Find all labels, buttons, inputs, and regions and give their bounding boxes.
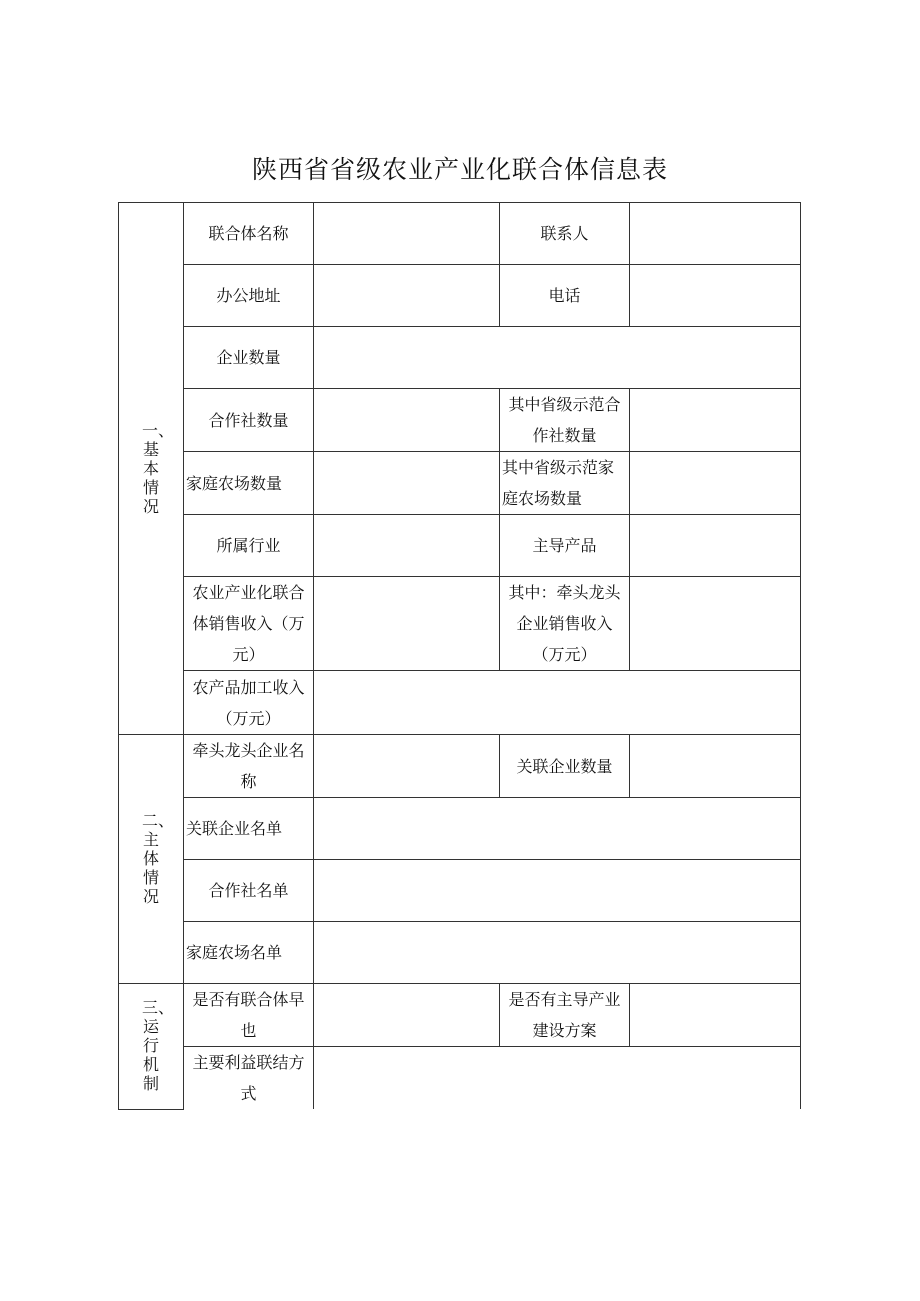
label-prov-demo-family-farm-count: 其中省级示范家庭农场数量 [500, 452, 630, 515]
field-has-industry-plan[interactable] [630, 984, 801, 1047]
label-office-address: 办公地址 [184, 265, 314, 327]
row-benefit-linkage [119, 1047, 801, 1110]
row-coop-list [119, 860, 801, 922]
row-processing-income [119, 671, 801, 735]
label-benefit-linkage: 主要利益联结方式 [184, 1047, 314, 1110]
row-sales [119, 577, 801, 671]
label-coop-list: 合作社名单 [184, 860, 314, 922]
label-leading-sales: 其中：牵头龙头企业销售收入（万元） [500, 577, 630, 671]
label-has-industry-plan: 是否有主导产业建设方案 [500, 984, 630, 1047]
field-related-enterprise-count[interactable] [630, 735, 801, 798]
field-consortium-name[interactable] [314, 203, 500, 265]
field-leading-sales[interactable] [630, 577, 801, 671]
label-contact: 联系人 [500, 203, 630, 265]
row-industry [119, 515, 801, 577]
field-family-farm-list[interactable] [314, 922, 801, 984]
info-table [118, 202, 801, 1110]
field-consortium-sales[interactable] [314, 577, 500, 671]
row-enterprise-count [119, 327, 801, 389]
section-subject-label: 二、主体情况 [142, 811, 175, 906]
field-contact[interactable] [630, 203, 801, 265]
field-leading-enterprise-name[interactable] [314, 735, 500, 798]
field-coop-count[interactable] [314, 389, 500, 452]
label-industry: 所属行业 [184, 515, 314, 577]
label-related-enterprise-list: 关联企业名单 [184, 798, 314, 860]
row-related-enterprise-list [119, 798, 801, 860]
section-basic [119, 203, 184, 735]
field-processing-income[interactable] [314, 671, 801, 735]
label-family-farm-list: 家庭农场名单 [184, 922, 314, 984]
field-prov-demo-family-farm-count[interactable] [630, 452, 801, 515]
field-phone[interactable] [630, 265, 801, 327]
field-office-address[interactable] [314, 265, 500, 327]
section-mechanism [119, 984, 184, 1110]
row-office-address [119, 265, 801, 327]
row-family-farm-list [119, 922, 801, 984]
section-subject [119, 735, 184, 984]
field-has-consortium-charter[interactable] [314, 984, 500, 1047]
field-enterprise-count[interactable] [314, 327, 801, 389]
label-processing-income: 农产品加工收入（万元） [184, 671, 314, 735]
page-title: 陕西省省级农业产业化联合体信息表 [251, 155, 668, 184]
label-family-farm-count: 家庭农场数量 [184, 452, 314, 515]
field-prov-demo-coop-count[interactable] [630, 389, 801, 452]
field-family-farm-count[interactable] [314, 452, 500, 515]
row-family-farm-count [119, 452, 801, 515]
label-consortium-name: 联合体名称 [184, 203, 314, 265]
section-mechanism-label: 三、运行机制 [142, 998, 175, 1094]
label-related-enterprise-count: 关联企业数量 [500, 735, 630, 798]
label-consortium-sales: 农业产业化联合体销售收入（万元） [184, 577, 314, 671]
field-benefit-linkage[interactable] [314, 1047, 801, 1110]
label-has-consortium-charter: 是否有联合体早也 [184, 984, 314, 1047]
field-coop-list[interactable] [314, 860, 801, 922]
label-prov-demo-coop-count: 其中省级示范合作社数量 [500, 389, 630, 452]
field-industry[interactable] [314, 515, 500, 577]
label-enterprise-count: 企业数量 [184, 327, 314, 389]
field-main-product[interactable] [630, 515, 801, 577]
row-charter [119, 984, 801, 1047]
label-main-product: 主导产品 [500, 515, 630, 577]
row-coop-count [119, 389, 801, 452]
label-phone: 电话 [500, 265, 630, 327]
field-related-enterprise-list[interactable] [314, 798, 801, 860]
row-consortium-name [119, 203, 801, 265]
label-leading-enterprise-name: 牵头龙头企业名称 [184, 735, 314, 798]
row-leading-enterprise [119, 735, 801, 798]
label-coop-count: 合作社数量 [184, 389, 314, 452]
section-basic-label: 一、基本情况 [142, 420, 175, 516]
